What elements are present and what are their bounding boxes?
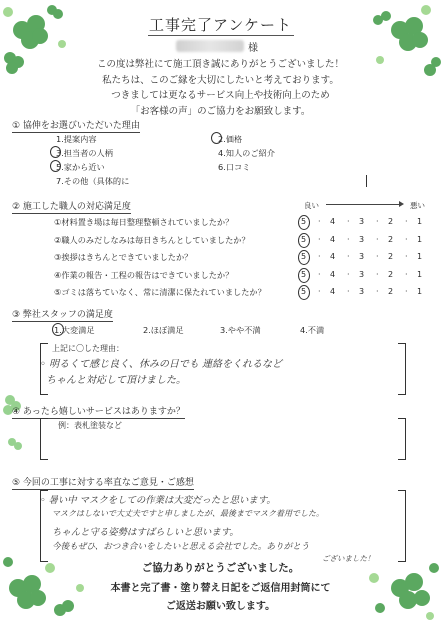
q2-question: ⑤ゴミは落ちていなく、常に清潔に保たれていましたか？ — [54, 287, 266, 297]
q2-heading: ② 施工した職人の対応満足度 — [12, 202, 131, 212]
q5-handwritten-line: ちゃんと守る姿勢はすばらしいと思います。 — [52, 527, 239, 538]
scale-separator: · — [318, 234, 321, 244]
q2-question: ②職人のみだしなみは毎日きちんとしていましたか？ — [54, 234, 250, 245]
scale-separator: · — [376, 234, 379, 244]
q2-selection-mark — [298, 285, 310, 300]
q2-rating-option[interactable]: 1 — [417, 234, 423, 244]
q3-option[interactable]: 4.不満 — [300, 325, 325, 335]
q1-option[interactable]: 5.家から近い — [56, 162, 105, 172]
q2-question: ③挨拶はきちんとできていましたか？ — [54, 252, 193, 262]
q2-question: ④作業の報告・工程の報告はできていましたか？ — [54, 269, 234, 280]
q2-selection-mark — [298, 250, 310, 265]
intro-message — [0, 57, 441, 119]
q2-rating-scale — [297, 235, 427, 247]
q3-reason-bracket-right — [398, 343, 406, 395]
q1-other-bracket — [366, 175, 367, 187]
scale-separator: · — [376, 252, 379, 261]
q3-heading: ③ 弊社スタッフの満足度 — [12, 310, 113, 320]
scale-separator: · — [318, 269, 321, 279]
q4-example: 例：表札塗装など — [58, 421, 122, 430]
q1-selection-mark — [211, 132, 222, 144]
q1-option[interactable]: 7.その他（具体的に — [56, 176, 130, 186]
scale-bad-label: 悪い — [410, 201, 425, 210]
q2-rating-option[interactable]: 4 — [330, 217, 336, 226]
q2-rating-option[interactable]: 3 — [359, 234, 365, 244]
q2-rating-option[interactable]: 5 — [301, 252, 307, 261]
honorific: 様 — [248, 43, 258, 54]
q1-selection-mark — [50, 146, 61, 158]
scale-separator: · — [376, 287, 379, 296]
q2-selection-mark — [298, 268, 310, 283]
q1-option[interactable]: 2.価格 — [218, 134, 243, 144]
q5-heading: ⑤ 今回の工事に対する率直なご意見・ご感想 — [12, 478, 194, 488]
q2-rating-option[interactable]: 1 — [417, 287, 423, 296]
scale-arrow — [326, 204, 402, 205]
q2-rating-option[interactable]: 5 — [301, 269, 307, 279]
q2-rating-option[interactable]: 4 — [330, 287, 336, 296]
q2-rating-option[interactable]: 5 — [301, 287, 307, 296]
scale-good-label: 良い — [304, 201, 319, 210]
q1-selection-mark — [50, 160, 61, 172]
page-title: 工事完了アンケート — [148, 16, 293, 34]
q2-rating-option[interactable]: 3 — [359, 287, 365, 296]
customer-name-redacted — [176, 40, 244, 52]
scale-separator: · — [405, 217, 408, 226]
q2-rating-option[interactable]: 1 — [417, 217, 423, 226]
q2-rating-option[interactable]: 2 — [388, 269, 394, 279]
scale-separator: · — [405, 252, 408, 261]
q5-handwritten-line: ございました！ — [322, 554, 375, 563]
q5-bracket-right — [398, 490, 406, 562]
q2-rating-scale — [297, 252, 427, 264]
scale-separator: · — [318, 217, 321, 226]
scale-separator: · — [347, 252, 350, 261]
q2-rating-option[interactable]: 3 — [359, 217, 365, 226]
clover-decoration-mid-left — [0, 380, 40, 460]
intro-line: つきましては更なるサービス向上や技術向上のため — [111, 90, 330, 101]
q2-rating-option[interactable]: 1 — [417, 252, 423, 261]
scale-separator: · — [347, 217, 350, 226]
q3-option[interactable]: 3.やや不満 — [220, 325, 261, 335]
q3-option[interactable]: 2.ほぼ満足 — [143, 325, 184, 335]
q2-rating-option[interactable]: 4 — [330, 269, 336, 279]
scale-separator: · — [376, 269, 379, 279]
q3-handwritten-line: ちゃんと対応して頂けました。 — [46, 375, 186, 386]
q2-rating-option[interactable]: 1 — [417, 269, 423, 279]
scale-separator: · — [347, 234, 350, 244]
q2-selection-mark — [298, 233, 310, 248]
q2-rating-option[interactable]: 5 — [301, 217, 307, 226]
q2-rating-option[interactable]: 5 — [301, 234, 307, 244]
q1-heading: ① 協伸をお選びいただいた理由 — [12, 121, 140, 131]
scale-separator: · — [405, 234, 408, 244]
q2-rating-option[interactable]: 2 — [388, 287, 394, 296]
intro-line: 「お客様の声」のご協力をお願致します。 — [130, 105, 311, 117]
scale-separator: · — [318, 252, 321, 261]
q3-handwritten-line: ◦ 明るくて感じ良く、休みの日でも 連絡をくれるなど — [40, 359, 283, 370]
q2-rating-option[interactable]: 3 — [359, 252, 365, 261]
intro-line: 私たちは、このご縁を大切にしたいと考えております。 — [102, 74, 339, 86]
title-underline — [148, 35, 294, 36]
q2-rating-option[interactable]: 2 — [388, 217, 394, 226]
q2-rating-option[interactable]: 4 — [330, 234, 336, 244]
q4-bracket-right — [398, 418, 406, 460]
q1-option[interactable]: 4.知人のご紹介 — [218, 148, 275, 158]
return-request: ご返送お願い致します。 — [165, 601, 276, 612]
q2-rating-option[interactable]: 2 — [388, 252, 394, 261]
q2-selection-mark — [298, 215, 310, 230]
scale-separator: · — [347, 287, 350, 296]
q2-rating-scale — [297, 287, 427, 299]
q1-option[interactable]: 6.口コミ — [218, 162, 251, 172]
scale-separator: · — [347, 269, 350, 279]
q1-option[interactable]: 1.提案内容 — [56, 134, 97, 144]
q4-heading: ④ あったら嬉しいサービスはありますか？ — [12, 407, 185, 417]
q2-rating-scale — [297, 270, 427, 282]
q2-question: ①材料置き場は毎日整理整頓されていましたか？ — [54, 217, 234, 227]
q5-handwritten-line: 今後もぜひ、おつき合いをしたいと思える会社でした。ありがとう — [52, 542, 310, 552]
thanks-message: ご協力ありがとうございました。 — [141, 562, 300, 574]
scale-separator: · — [376, 217, 379, 226]
scale-separator: · — [405, 269, 408, 279]
q3-option[interactable]: 1.大変満足 — [54, 325, 95, 335]
q2-rating-option[interactable]: 3 — [359, 269, 365, 279]
return-instruction: 本書と完了書・塗り替え日記をご返信用封筒にて — [110, 583, 331, 594]
q2-rating-scale — [297, 217, 427, 229]
q1-option[interactable]: 3.担当者の人柄 — [56, 148, 113, 158]
q4-bracket-left — [40, 418, 48, 460]
scale-separator: · — [405, 287, 408, 296]
q2-rating-option[interactable]: 4 — [330, 252, 336, 261]
q3-selection-mark — [52, 323, 64, 336]
q5-handwritten-line: マスクはしないで大丈夫ですと申しましたが、最後までマスク着用でした。 — [52, 509, 324, 518]
intro-line: この度は弊社にて施工頂き誠にありがとうございました！ — [96, 59, 344, 70]
q2-rating-option[interactable]: 2 — [388, 234, 394, 244]
q5-handwritten-line: ◦ 暑い中 マスクをしての作業は大変だったと思います。 — [40, 495, 276, 506]
scale-separator: · — [318, 287, 321, 296]
q3-reason-label: 上記に〇した理由： — [52, 344, 124, 353]
